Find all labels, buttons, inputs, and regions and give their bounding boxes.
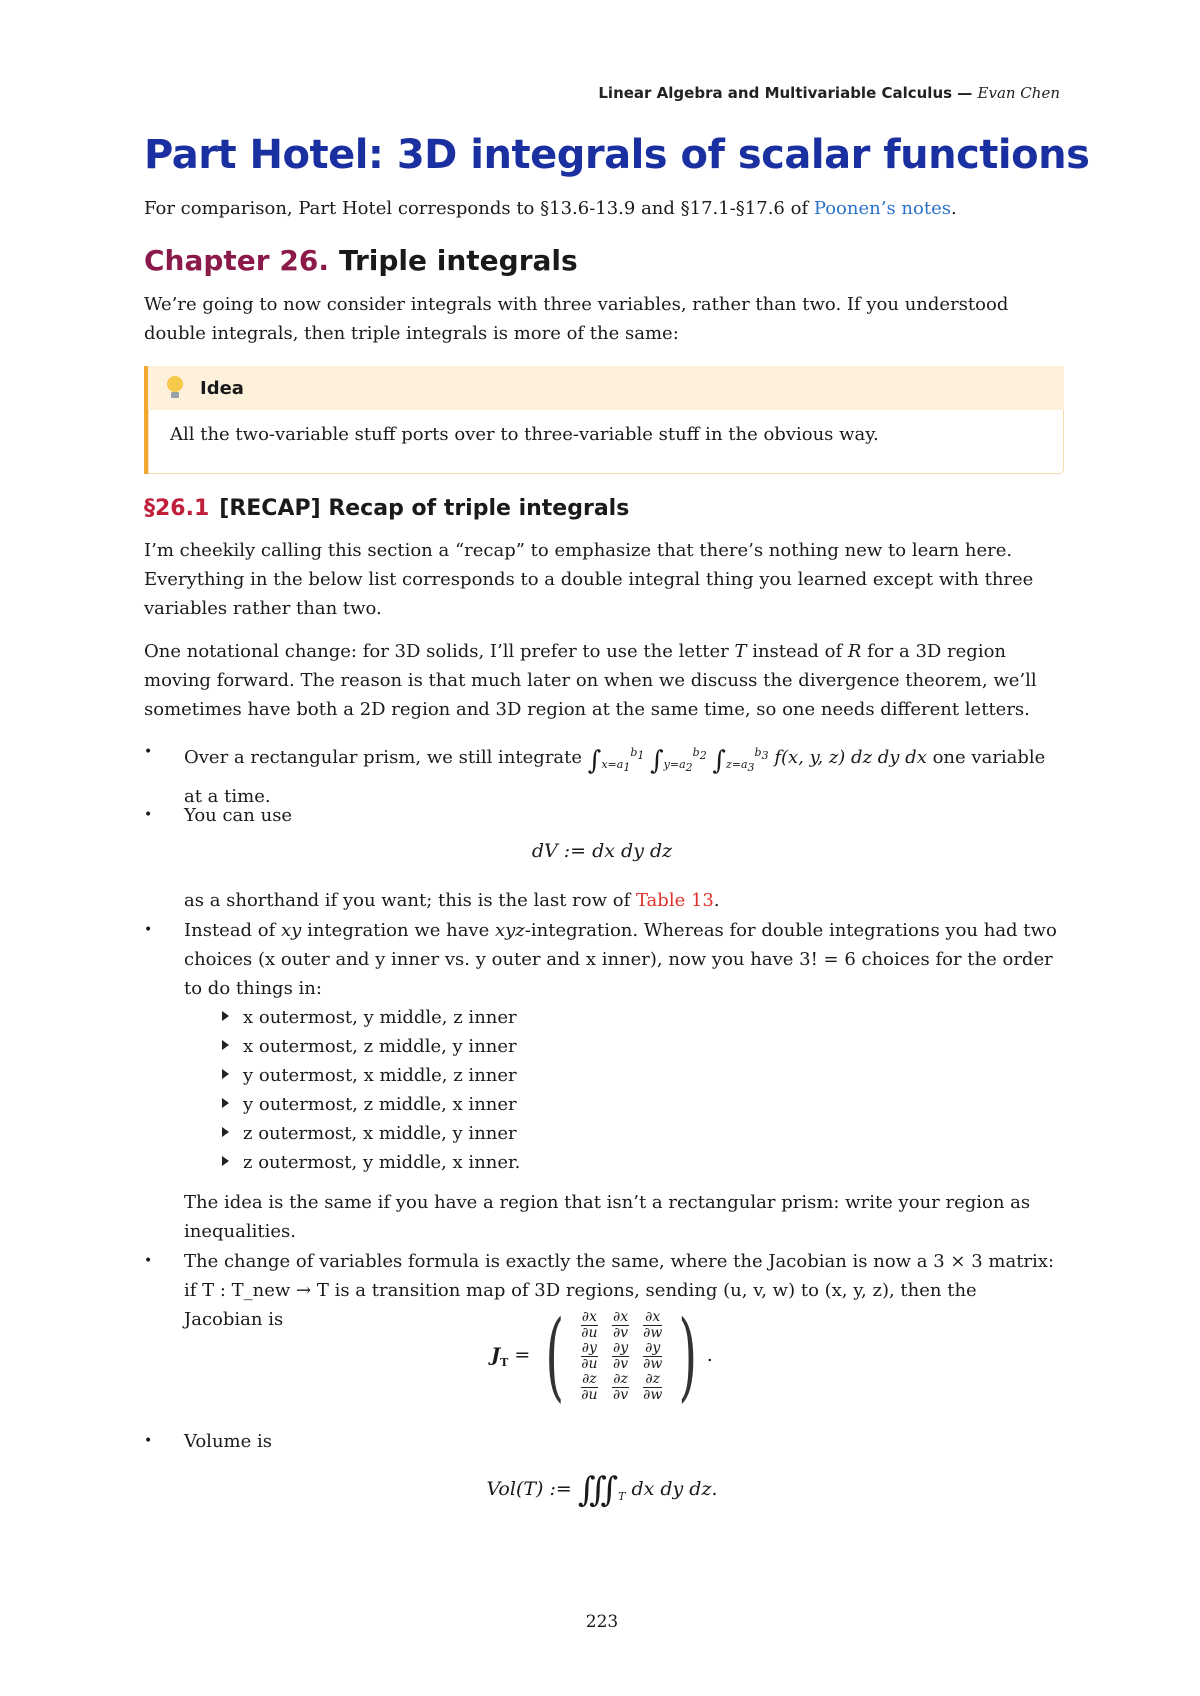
list-item <box>144 1427 1060 1456</box>
jacobian-entry: $\frac{\partial z}{\partial w}$ <box>643 1370 663 1403</box>
list-item <box>144 801 1060 830</box>
jacobian-matrix: ( $\frac{\partial x}{\partial u}$ $\frac{\partial x}{\partial v}$ $\frac{\partial x}{\partial w}$ $\frac{\partial y}{\partial u}$ $\frac{\partial y}{\partial v}$ $\frac{\partial y}{\partial w}$ $\frac{\partial z}{\partial u}$ $\frac{\partial z}{\partial v}$ $\frac{\partial z}{\partial w}$ ) <box>545 1300 698 1412</box>
bullet2-post <box>184 886 1060 915</box>
chapter-intro: We’re going to now consider integrals with three variables, rather than two. If you understood double integrals, then triple integrals is more of the same: <box>144 294 1009 344</box>
para2-text-b: instead of <box>746 641 848 662</box>
bullet-icon: • <box>144 807 153 823</box>
bullet-icon: • <box>144 1253 153 1269</box>
triangle-bullet-icon <box>222 1040 229 1050</box>
chapter-heading <box>144 244 578 277</box>
idea-box <box>144 366 1064 474</box>
bullet3-xyz: xyz <box>494 920 525 941</box>
bullet3-xy: xy <box>281 920 302 941</box>
jacobian-entry: $\frac{\partial z}{\partial v}$ <box>612 1370 629 1403</box>
bullet1-text: Over a rectangular prism, we still integrate <box>184 747 583 768</box>
comparison-text: For comparison, Part Hotel corresponds to §13.6-13.9 and §17.1-§17.6 of <box>144 198 814 219</box>
jacobian-sub: T <box>500 1355 509 1369</box>
triangle-bullet-icon <box>222 1098 229 1108</box>
bullet3-a: Instead of <box>184 920 282 941</box>
triangle-bullet-icon <box>222 1127 229 1137</box>
section-paragraph-1: I’m cheekily calling this section a “recap” to emphasize that there’s nothing new to learn here. Everything in the below list corresponds to a double integral thing you learned except with three variables rather than two. <box>144 540 1034 619</box>
triple-integral-expression: $\int_{x=a_1}^{b_1}$ $\int_{y=a_2}^{b_2}$ $\int_{z=a_3}^{b_3}$ f(x, y, z) dz dy dx <box>587 746 933 776</box>
jacobian-entry: $\frac{\partial y}{\partial v}$ <box>612 1339 629 1372</box>
bullet-icon: • <box>144 922 153 938</box>
lightbulb-icon <box>166 376 184 400</box>
jacobian-label: J <box>491 1344 501 1366</box>
jacobian-equation: $J_T$ = ( $\frac{\partial x}{\partial u}$ $\frac{\partial x}{\partial v}$ $\frac{\partial x}{\partial w}$ $\frac{\partial y}{\partial u}$ $\frac{\partial y}{\partial v}$ $\frac{\partial y}{\partial w}$ $\frac{\partial z}{\partial u}$ $\frac{\partial z}{\partial v}$ $\frac{\partial z}{\partial w}$ ) . <box>491 1300 713 1412</box>
order-text: y outermost, z middle, x inner <box>243 1094 517 1115</box>
order-text: y outermost, x middle, z inner <box>243 1065 517 1086</box>
book-title: Linear Algebra and Multivariable Calculus <box>598 84 953 102</box>
order-item <box>222 1090 517 1119</box>
volume-equation: Vol(T) := $∭_T$ dx dy dz. <box>486 1470 718 1510</box>
bullet3-c: -integration. Whereas for double integrations you had two choices (x outer and y inner vs. y outer and x inner), now you have 3! = 6 choices for the order to do things in: <box>184 920 1057 999</box>
triangle-bullet-icon <box>222 1156 229 1166</box>
jacobian-entry: $\frac{\partial x}{\partial v}$ <box>612 1308 629 1341</box>
order-text: x outermost, y middle, z inner <box>243 1007 517 1028</box>
order-text: z outermost, y middle, x inner. <box>243 1152 521 1173</box>
jacobian-entry: $\frac{\partial y}{\partial u}$ <box>581 1339 598 1372</box>
triangle-bullet-icon <box>222 1069 229 1079</box>
part-comparison <box>144 194 1060 223</box>
jacobian-entry: $\frac{\partial x}{\partial u}$ <box>581 1308 598 1341</box>
section-heading <box>144 496 629 521</box>
author-name: Evan Chen <box>977 84 1060 102</box>
symbol-R: R <box>847 641 862 662</box>
bullet1-post: one variable at a time. <box>184 747 1046 807</box>
table-13-link[interactable]: Table 13 <box>635 890 714 911</box>
section-title: [RECAP] Recap of triple integrals <box>219 496 630 521</box>
page-number: 223 <box>585 1612 619 1632</box>
order-item <box>222 1119 517 1148</box>
chapter-title: Triple integrals <box>338 244 578 277</box>
idea-box-body: All the two-variable stuff ports over to three-variable stuff in the obvious way. <box>170 424 879 445</box>
para2-text-a: One notational change: for 3D solids, I’ll prefer to use the letter <box>144 641 735 662</box>
bullet2-post-text: as a shorthand if you want; this is the last row of <box>184 890 636 911</box>
jacobian-entry: $\frac{\partial y}{\partial w}$ <box>643 1339 663 1372</box>
jacobian-entry: $\frac{\partial z}{\partial u}$ <box>581 1370 598 1403</box>
bullet-icon: • <box>144 1433 153 1449</box>
bullet4-text: The change of variables formula is exactly the same, where the Jacobian is now a 3 × 3 matrix: if T : T_new → T is a transition map of 3D regions, sending (u, v, w) to (x, y, z), then the Jacobian is <box>184 1251 1055 1330</box>
bullet2-post-end: . <box>713 890 720 911</box>
bullet3-text <box>184 916 1060 1003</box>
order-item <box>222 1003 517 1032</box>
bullet2-text: You can use <box>184 805 293 826</box>
order-text: x outermost, z middle, y inner <box>243 1036 517 1057</box>
jacobian-table <box>574 1310 670 1403</box>
order-text: z outermost, x middle, y inner <box>243 1123 517 1144</box>
poonen-notes-link[interactable]: Poonen’s notes <box>813 198 951 219</box>
section-number: §26.1 <box>144 496 210 521</box>
symbol-T: T <box>734 641 747 662</box>
volume-rhs: dx dy dz. <box>631 1478 718 1500</box>
part-title: Part Hotel: 3D integrals of scalar functions <box>144 132 1090 178</box>
jacobian-entry: $\frac{\partial x}{\partial w}$ <box>643 1308 663 1341</box>
header-separator: — <box>952 84 978 102</box>
bullet-icon: • <box>144 744 153 760</box>
running-header <box>598 84 1060 102</box>
idea-box-title: Idea <box>200 377 244 399</box>
chapter-number: Chapter 26. <box>144 244 329 277</box>
list-item <box>144 916 1060 1003</box>
triangle-bullet-icon <box>222 1011 229 1021</box>
volume-lhs: Vol(T) := <box>486 1478 572 1500</box>
para2-text-c: for a 3D region moving forward. The reason is that much later on when we discuss the divergence theorem, we’ll sometimes have both a 2D region and 3D region at the same time, so one needs different letters. <box>144 641 1037 720</box>
order-item <box>222 1032 517 1061</box>
bullet5-text: Volume is <box>184 1431 272 1452</box>
bullet3-after: The idea is the same if you have a region that isn’t a rectangular prism: write your region as inequalities. <box>184 1192 1031 1242</box>
order-item <box>222 1061 517 1090</box>
dv-equation: dV := dx dy dz <box>531 840 673 862</box>
order-item <box>222 1148 520 1177</box>
section-paragraph-2 <box>144 637 1060 724</box>
list-item <box>144 738 1060 811</box>
bullet3-b: integration we have <box>301 920 495 941</box>
comparison-end: . <box>950 198 957 219</box>
idea-box-header <box>148 366 1064 410</box>
